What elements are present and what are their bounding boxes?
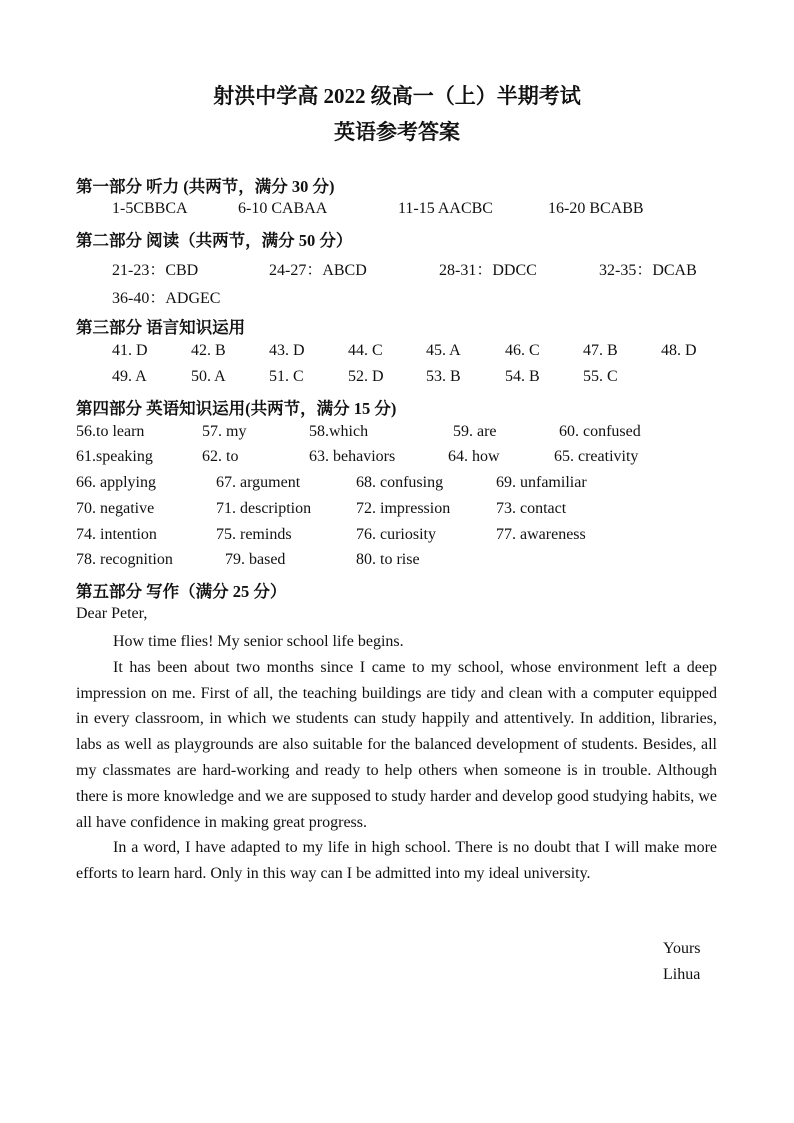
answer-item: 46. C bbox=[505, 342, 540, 359]
answer-item: 75. reminds bbox=[216, 526, 292, 543]
answer-item: 69. unfamiliar bbox=[496, 474, 587, 491]
answer-item: 60. confused bbox=[559, 423, 641, 440]
answer-item: 48. D bbox=[661, 342, 697, 359]
answer-item: 58.which bbox=[309, 423, 369, 440]
answer-item: 51. C bbox=[269, 368, 304, 385]
answer-item: 49. A bbox=[112, 368, 147, 385]
answer-item: 24-27：ABCD bbox=[269, 262, 367, 279]
letter-paragraph: In a word, I have adapted to my life in high school. There is no doubt that I will make more efforts to learn hard. Only in this way can I be admitted into my ideal university. bbox=[76, 839, 717, 883]
answer-item: 55. C bbox=[583, 368, 618, 385]
answer-item: 1-5CBBCA bbox=[112, 200, 188, 217]
part1-heading: 第一部分 听力 (共两节，满分 30 分) bbox=[76, 177, 335, 196]
answer-item: 70. negative bbox=[76, 500, 155, 517]
answer-item: 42. B bbox=[191, 342, 226, 359]
answer-item: 32-35：DCAB bbox=[599, 262, 697, 279]
letter-body bbox=[76, 629, 717, 887]
answer-item: 41. D bbox=[112, 342, 148, 359]
exam-subtitle: 英语参考答案 bbox=[334, 120, 460, 144]
answer-item: 74. intention bbox=[76, 526, 157, 543]
answer-item: 36-40：ADGEC bbox=[112, 290, 221, 307]
answer-item: 50. A bbox=[191, 368, 226, 385]
answer-item: 59. are bbox=[453, 423, 497, 440]
answer-item: 28-31：DDCC bbox=[439, 262, 537, 279]
part5-heading: 第五部分 写作（满分 25 分） bbox=[76, 582, 287, 601]
exam-title: 射洪中学高 2022 级高一（上）半期考试 bbox=[213, 84, 581, 108]
answer-item: 21-23：CBD bbox=[112, 262, 199, 279]
answer-item: 56.to learn bbox=[76, 423, 145, 440]
answer-item: 57. my bbox=[202, 423, 247, 440]
answer-item: 44. C bbox=[348, 342, 383, 359]
answer-item: 53. B bbox=[426, 368, 461, 385]
answer-item: 43. D bbox=[269, 342, 305, 359]
answer-item: 47. B bbox=[583, 342, 618, 359]
answer-item: 72. impression bbox=[356, 500, 451, 517]
answer-item: 68. confusing bbox=[356, 474, 444, 491]
answer-item: 76. curiosity bbox=[356, 526, 436, 543]
answer-item: 80. to rise bbox=[356, 551, 420, 568]
answer-item: 16-20 BCABB bbox=[548, 200, 644, 217]
answer-item: 65. creativity bbox=[554, 448, 639, 465]
answer-item: 71. description bbox=[216, 500, 312, 517]
answer-item: 61.speaking bbox=[76, 448, 153, 465]
letter-paragraph: It has been about two months since I came to my school, whose environment left a deep impression on me. First of all, the teaching buildings are tidy and clean with a computer equipped in every classroom, in which we students can study happily and attentively. In addition, libraries, labs as well as playgrounds are also suitable for the balanced development of students. Besides, all my classmates are hard-working and ready to help others when someone is in trouble. Although there is more knowledge and we are supposed to study harder and develop good studying habits, we all have confidence in making great progress. bbox=[76, 658, 717, 831]
answer-item: 78. recognition bbox=[76, 551, 173, 568]
answer-item: 67. argument bbox=[216, 474, 301, 491]
letter-signature: Lihua bbox=[663, 966, 701, 983]
letter-closing: Yours bbox=[663, 940, 701, 957]
answer-item: 77. awareness bbox=[496, 526, 586, 543]
answer-item: 52. D bbox=[348, 368, 384, 385]
part3-heading: 第三部分 语言知识运用 bbox=[76, 318, 246, 337]
answer-item: 73. contact bbox=[496, 500, 567, 517]
answer-item: 63. behaviors bbox=[309, 448, 396, 465]
answer-item: 79. based bbox=[225, 551, 286, 568]
answer-item: 64. how bbox=[448, 448, 500, 465]
letter-greeting: Dear Peter, bbox=[76, 605, 148, 622]
answer-item: 54. B bbox=[505, 368, 540, 385]
answer-item: 66. applying bbox=[76, 474, 156, 491]
answer-item: 6-10 CABAA bbox=[238, 200, 328, 217]
letter-paragraph: How time flies! My senior school life begins. bbox=[113, 633, 404, 650]
part4-heading: 第四部分 英语知识运用(共两节，满分 15 分) bbox=[76, 399, 397, 418]
part2-heading: 第二部分 阅读（共两节，满分 50 分） bbox=[76, 231, 353, 250]
answer-item: 45. A bbox=[426, 342, 461, 359]
answer-item: 11-15 AACBC bbox=[398, 200, 493, 217]
answer-item: 62. to bbox=[202, 448, 239, 465]
